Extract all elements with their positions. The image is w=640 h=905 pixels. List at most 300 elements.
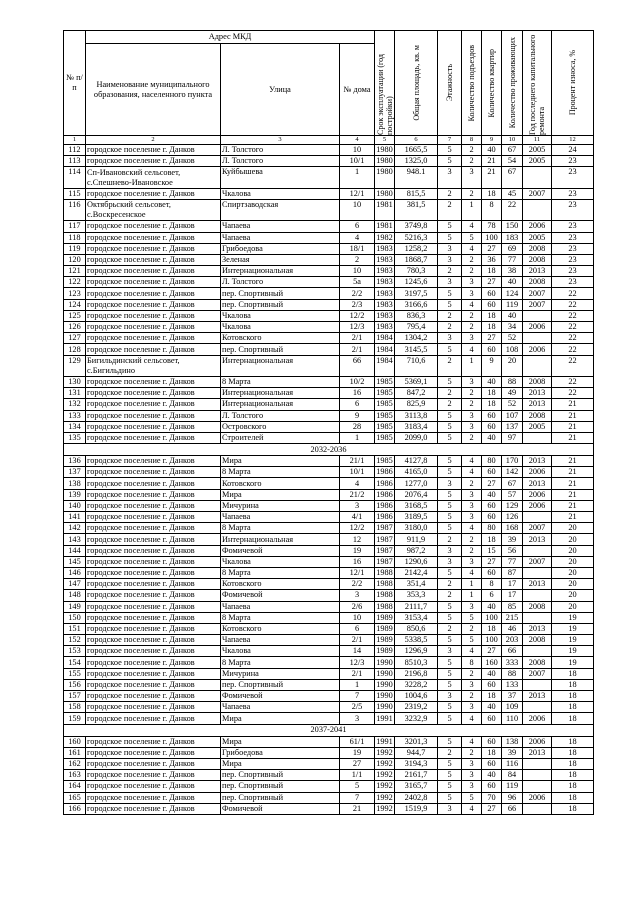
wear-cell: 19 xyxy=(552,657,594,668)
residents-cell: 57 xyxy=(502,489,523,500)
flats-cell: 18 xyxy=(482,399,502,410)
repair-year-cell: 2005 xyxy=(523,232,552,243)
municipality-cell: городское поселение г. Данков xyxy=(86,534,221,545)
year-cell: 1983 xyxy=(376,310,393,320)
street-cell: Зеленая xyxy=(221,254,340,265)
area-cell: 836,3 xyxy=(395,310,438,321)
street-cell: Чапаева xyxy=(221,221,340,232)
row-number: 145 xyxy=(64,556,86,567)
flats-cell: 27 xyxy=(482,803,502,814)
area-cell: 4127,8 xyxy=(395,456,438,467)
municipality-cell: Октябрьский сельсовет, с.Воскресенское xyxy=(86,199,221,220)
flats-cell: 60 xyxy=(482,781,502,792)
flats-cell: 60 xyxy=(482,758,502,769)
row-number: 121 xyxy=(64,266,86,277)
municipality-cell: городское поселение г. Данков xyxy=(86,781,221,792)
wear-cell: 20 xyxy=(552,523,594,534)
entrances-cell: 2 xyxy=(462,747,482,758)
house-cell: 5 xyxy=(340,781,375,792)
residents-cell: 66 xyxy=(502,646,523,657)
area-cell: 710,6 xyxy=(395,355,438,376)
table-row xyxy=(64,567,594,578)
table-row xyxy=(64,299,594,310)
house-cell: 1 xyxy=(340,167,375,188)
area-cell: 2402,8 xyxy=(395,792,438,803)
column-header-entrances: Количество подъездов xyxy=(462,31,482,136)
repair-year-cell: 2013 xyxy=(523,747,552,758)
repair-year-cell: 2013 xyxy=(523,388,552,399)
flats-cell: 18 xyxy=(482,310,502,321)
flats-cell: 18 xyxy=(482,188,502,199)
section-period-label: 2037-2041 xyxy=(64,724,594,736)
area-cell: 353,3 xyxy=(395,590,438,601)
street-cell: Куйбышева xyxy=(221,167,340,188)
repair-year-cell xyxy=(523,702,552,713)
row-number: 136 xyxy=(64,456,86,467)
residents-cell: 215 xyxy=(502,612,523,623)
area-cell: 8510,3 xyxy=(395,657,438,668)
repair-year-cell: 2007 xyxy=(523,523,552,534)
house-cell: 12/1 xyxy=(340,567,375,578)
row-number: 130 xyxy=(64,376,86,387)
entrances-cell: 4 xyxy=(462,713,482,724)
wear-cell: 21 xyxy=(552,410,594,421)
entrances-cell: 4 xyxy=(462,456,482,467)
column-number-row xyxy=(64,136,594,145)
floors-cell: 5 xyxy=(438,145,462,156)
row-number: 162 xyxy=(64,758,86,769)
area-cell: 3194,3 xyxy=(395,758,438,769)
row-number: 163 xyxy=(64,770,86,781)
house-cell: 10/1 xyxy=(340,467,375,478)
residents-cell: 54 xyxy=(502,156,523,167)
flats-cell: 80 xyxy=(482,456,502,467)
header-row-top xyxy=(64,31,594,44)
house-cell: 21/2 xyxy=(340,489,375,500)
entrances-cell: 1 xyxy=(462,199,482,220)
house-cell: 12/3 xyxy=(340,322,375,333)
repair-year-cell: 2006 xyxy=(523,500,552,511)
floors-cell: 5 xyxy=(438,467,462,478)
flats-cell: 18 xyxy=(482,322,502,333)
street-cell: Чкалова xyxy=(221,310,340,321)
municipality-cell: городское поселение г. Данков xyxy=(86,221,221,232)
flats-cell: 6 xyxy=(482,590,502,601)
year-cell: 1980 xyxy=(376,145,393,155)
table-row xyxy=(64,758,594,769)
residents-cell: 52 xyxy=(502,333,523,344)
municipality-cell: городское поселение г. Данков xyxy=(86,410,221,421)
table-row xyxy=(64,500,594,511)
residents-cell: 138 xyxy=(502,736,523,747)
street-cell: Интернациональная xyxy=(221,534,340,545)
floors-cell: 5 xyxy=(438,736,462,747)
column-number: 12 xyxy=(552,136,594,145)
column-number: 5 xyxy=(375,136,395,145)
entrances-cell: 5 xyxy=(462,612,482,623)
area-cell: 3180,0 xyxy=(395,523,438,534)
house-cell: 10 xyxy=(340,199,375,220)
wear-cell: 22 xyxy=(552,355,594,376)
row-number: 117 xyxy=(64,221,86,232)
year-cell: 1986 xyxy=(376,500,393,510)
flats-cell: 27 xyxy=(482,277,502,288)
wear-cell: 18 xyxy=(552,770,594,781)
table-row xyxy=(64,167,594,188)
residents-cell: 129 xyxy=(502,500,523,511)
column-number: 8 xyxy=(462,136,482,145)
column-header-municipality: Наименование муниципального образования, населенного пункта xyxy=(86,44,221,136)
area-cell: 4165,0 xyxy=(395,467,438,478)
row-number: 125 xyxy=(64,310,86,321)
house-cell: 1 xyxy=(340,679,375,690)
street-cell: пер. Спортивный xyxy=(221,781,340,792)
municipality-cell: городское поселение г. Данков xyxy=(86,266,221,277)
residents-cell: 137 xyxy=(502,421,523,432)
flats-cell: 8 xyxy=(482,579,502,590)
column-header-address-group: Адрес МКД xyxy=(86,31,375,44)
street-cell: Чапаева xyxy=(221,512,340,523)
floors-cell: 5 xyxy=(438,668,462,679)
flats-cell: 100 xyxy=(482,635,502,646)
row-number: 123 xyxy=(64,288,86,299)
area-cell: 3232,9 xyxy=(395,713,438,724)
year-cell: 1988 xyxy=(376,590,393,600)
table-row xyxy=(64,691,594,702)
floors-cell: 5 xyxy=(438,232,462,243)
street-cell: Чкалова xyxy=(221,188,340,199)
flats-cell: 21 xyxy=(482,156,502,167)
repair-year-cell: 2013 xyxy=(523,478,552,489)
entrances-cell: 2 xyxy=(462,254,482,265)
table-row xyxy=(64,266,594,277)
municipality-cell: городское поселение г. Данков xyxy=(86,188,221,199)
municipality-cell: городское поселение г. Данков xyxy=(86,770,221,781)
repair-year-cell: 2013 xyxy=(523,456,552,467)
house-cell: 1 xyxy=(340,432,375,443)
flats-cell: 27 xyxy=(482,556,502,567)
entrances-cell: 2 xyxy=(462,623,482,634)
table-row xyxy=(64,467,594,478)
table-row xyxy=(64,333,594,344)
entrances-cell: 3 xyxy=(462,489,482,500)
repair-year-cell xyxy=(523,310,552,321)
residents-cell: 107 xyxy=(502,410,523,421)
repair-year-cell: 2008 xyxy=(523,243,552,254)
municipality-cell: городское поселение г. Данков xyxy=(86,556,221,567)
residents-cell: 108 xyxy=(502,344,523,355)
flats-cell: 60 xyxy=(482,679,502,690)
area-cell: 1519,9 xyxy=(395,803,438,814)
municipality-cell: городское поселение г. Данков xyxy=(86,758,221,769)
table-row xyxy=(64,254,594,265)
wear-cell: 18 xyxy=(552,702,594,713)
row-number: 148 xyxy=(64,590,86,601)
table-row xyxy=(64,657,594,668)
floors-cell: 2 xyxy=(438,747,462,758)
repair-year-cell xyxy=(523,355,552,376)
entrances-cell: 2 xyxy=(462,388,482,399)
residents-cell: 119 xyxy=(502,781,523,792)
street-cell: Чкалова xyxy=(221,646,340,657)
flats-cell: 60 xyxy=(482,500,502,511)
municipality-cell: городское поселение г. Данков xyxy=(86,590,221,601)
entrances-cell: 4 xyxy=(462,523,482,534)
flats-cell: 40 xyxy=(482,376,502,387)
repair-year-cell: 2006 xyxy=(523,489,552,500)
table-row xyxy=(64,145,594,156)
entrances-cell: 3 xyxy=(462,702,482,713)
area-cell: 1325,0 xyxy=(395,156,438,167)
year-cell: 1990 xyxy=(376,691,393,701)
column-header-residents: Количество проживающих xyxy=(502,31,523,136)
wear-cell: 22 xyxy=(552,322,594,333)
repair-year-cell: 2013 xyxy=(523,623,552,634)
floors-cell: 5 xyxy=(438,221,462,232)
floors-cell: 2 xyxy=(438,199,462,220)
street-cell: Мичурина xyxy=(221,500,340,511)
house-cell: 10/2 xyxy=(340,376,375,387)
entrances-cell: 2 xyxy=(462,432,482,443)
table-row xyxy=(64,355,594,376)
residents-cell: 67 xyxy=(502,478,523,489)
entrances-cell: 4 xyxy=(462,567,482,578)
year-cell: 1986 xyxy=(376,467,393,477)
repair-year-cell: 2006 xyxy=(523,467,552,478)
area-cell: 3166,6 xyxy=(395,299,438,310)
municipality-cell: городское поселение г. Данков xyxy=(86,512,221,523)
entrances-cell: 4 xyxy=(462,736,482,747)
entrances-cell: 3 xyxy=(462,333,482,344)
year-cell: 1985 xyxy=(376,377,393,387)
repair-year-cell: 2013 xyxy=(523,266,552,277)
wear-cell: 21 xyxy=(552,421,594,432)
street-cell: Фомичевой xyxy=(221,691,340,702)
area-cell: 2076,4 xyxy=(395,489,438,500)
entrances-cell: 3 xyxy=(462,556,482,567)
flats-cell: 27 xyxy=(482,478,502,489)
area-cell: 780,3 xyxy=(395,266,438,277)
wear-cell: 18 xyxy=(552,747,594,758)
residents-cell: 119 xyxy=(502,299,523,310)
floors-cell: 3 xyxy=(438,167,462,188)
street-cell: Л. Толстого xyxy=(221,410,340,421)
municipality-cell: городское поселение г. Данков xyxy=(86,333,221,344)
residents-cell: 203 xyxy=(502,635,523,646)
repair-year-cell: 2008 xyxy=(523,410,552,421)
flats-cell: 18 xyxy=(482,388,502,399)
street-cell: Котовского xyxy=(221,333,340,344)
repair-year-cell xyxy=(523,199,552,220)
street-cell: 8 Марта xyxy=(221,657,340,668)
area-cell: 3168,5 xyxy=(395,500,438,511)
row-number: 165 xyxy=(64,792,86,803)
municipality-cell: городское поселение г. Данков xyxy=(86,736,221,747)
row-number: 153 xyxy=(64,646,86,657)
wear-cell: 21 xyxy=(552,489,594,500)
residents-cell: 66 xyxy=(502,803,523,814)
row-number: 119 xyxy=(64,243,86,254)
residents-cell: 40 xyxy=(502,277,523,288)
row-number: 142 xyxy=(64,523,86,534)
wear-cell: 22 xyxy=(552,333,594,344)
flats-cell: 70 xyxy=(482,792,502,803)
floors-cell: 5 xyxy=(438,702,462,713)
floors-cell: 5 xyxy=(438,679,462,690)
street-cell: Мичурина xyxy=(221,668,340,679)
floors-cell: 2 xyxy=(438,534,462,545)
entrances-cell: 3 xyxy=(462,770,482,781)
wear-cell: 20 xyxy=(552,579,594,590)
municipality-cell: городское поселение г. Данков xyxy=(86,299,221,310)
municipality-cell: городское поселение г. Данков xyxy=(86,713,221,724)
street-cell: 8 Марта xyxy=(221,567,340,578)
house-cell: 12 xyxy=(340,534,375,545)
floors-cell: 3 xyxy=(438,545,462,556)
street-cell: 8 Марта xyxy=(221,523,340,534)
flats-cell: 60 xyxy=(482,567,502,578)
entrances-cell: 3 xyxy=(462,781,482,792)
row-number: 114 xyxy=(64,167,86,188)
wear-cell: 23 xyxy=(552,232,594,243)
municipality-cell: городское поселение г. Данков xyxy=(86,456,221,467)
street-cell: 8 Марта xyxy=(221,376,340,387)
repair-year-cell xyxy=(523,781,552,792)
street-cell: Интернациональная xyxy=(221,399,340,410)
entrances-cell: 2 xyxy=(462,310,482,321)
row-number: 134 xyxy=(64,421,86,432)
flats-cell: 78 xyxy=(482,221,502,232)
flats-cell: 15 xyxy=(482,545,502,556)
section-period-row xyxy=(64,724,594,736)
year-cell: 1988 xyxy=(376,601,393,611)
row-number: 141 xyxy=(64,512,86,523)
flats-cell: 36 xyxy=(482,254,502,265)
floors-cell: 3 xyxy=(438,254,462,265)
table-row xyxy=(64,322,594,333)
row-number: 126 xyxy=(64,322,86,333)
flats-cell: 8 xyxy=(482,199,502,220)
column-number: 3 xyxy=(221,136,340,145)
street-cell: Чкалова xyxy=(221,322,340,333)
flats-cell: 18 xyxy=(482,747,502,758)
table-row xyxy=(64,456,594,467)
flats-cell: 80 xyxy=(482,523,502,534)
flats-cell: 21 xyxy=(482,167,502,188)
residents-cell: 67 xyxy=(502,145,523,156)
area-cell: 2196,8 xyxy=(395,668,438,679)
year-cell: 1989 xyxy=(376,624,393,634)
wear-cell: 23 xyxy=(552,266,594,277)
house-cell: 12/2 xyxy=(340,523,375,534)
residents-cell: 22 xyxy=(502,199,523,220)
floors-cell: 2 xyxy=(438,388,462,399)
residents-cell: 17 xyxy=(502,590,523,601)
municipality-cell: городское поселение г. Данков xyxy=(86,579,221,590)
section-period-row xyxy=(64,444,594,456)
row-number: 139 xyxy=(64,489,86,500)
house-cell: 2/2 xyxy=(340,579,375,590)
house-cell: 3 xyxy=(340,500,375,511)
area-cell: 3189,5 xyxy=(395,512,438,523)
floors-cell: 2 xyxy=(438,590,462,601)
flats-cell: 40 xyxy=(482,432,502,443)
row-number: 115 xyxy=(64,188,86,199)
floors-cell: 5 xyxy=(438,288,462,299)
floors-cell: 5 xyxy=(438,758,462,769)
floors-cell: 5 xyxy=(438,657,462,668)
house-cell: 19 xyxy=(340,747,375,758)
year-cell: 1989 xyxy=(376,612,393,622)
column-number: 2 xyxy=(86,136,221,145)
entrances-cell: 2 xyxy=(462,691,482,702)
entrances-cell: 4 xyxy=(462,344,482,355)
house-cell: 9 xyxy=(340,410,375,421)
area-cell: 944,7 xyxy=(395,747,438,758)
wear-cell: 21 xyxy=(552,456,594,467)
floors-cell: 5 xyxy=(438,792,462,803)
street-cell: Спиртзаводская xyxy=(221,199,340,220)
row-number: 149 xyxy=(64,601,86,612)
repair-year-cell xyxy=(523,545,552,556)
street-cell: Чкалова xyxy=(221,556,340,567)
repair-year-cell: 2008 xyxy=(523,635,552,646)
wear-cell: 23 xyxy=(552,243,594,254)
column-number: 11 xyxy=(523,136,552,145)
flats-cell: 40 xyxy=(482,601,502,612)
wear-cell: 22 xyxy=(552,388,594,399)
flats-cell: 18 xyxy=(482,534,502,545)
year-cell: 1989 xyxy=(376,646,393,656)
column-header-year: Срок эксплуатации (год постройки) xyxy=(375,31,395,136)
area-cell: 3201,3 xyxy=(395,736,438,747)
house-cell: 61/1 xyxy=(340,736,375,747)
year-cell: 1983 xyxy=(376,288,393,298)
municipality-cell: городское поселение г. Данков xyxy=(86,432,221,443)
repair-year-cell: 2006 xyxy=(523,713,552,724)
municipality-cell: городское поселение г. Данков xyxy=(86,388,221,399)
repair-year-cell xyxy=(523,612,552,623)
wear-cell: 18 xyxy=(552,781,594,792)
year-cell: 1984 xyxy=(376,333,393,343)
row-number: 128 xyxy=(64,344,86,355)
year-cell: 1985 xyxy=(376,433,393,443)
house-cell: 4 xyxy=(340,232,375,243)
year-cell: 1990 xyxy=(376,668,393,678)
table-row xyxy=(64,388,594,399)
floors-cell: 3 xyxy=(438,556,462,567)
row-number: 120 xyxy=(64,254,86,265)
municipality-cell: городское поселение г. Данков xyxy=(86,322,221,333)
column-header-number: № п/п xyxy=(64,31,86,136)
street-cell: пер. Спортивный xyxy=(221,344,340,355)
residents-cell: 39 xyxy=(502,534,523,545)
street-cell: Мира xyxy=(221,456,340,467)
residents-cell: 333 xyxy=(502,657,523,668)
wear-cell: 20 xyxy=(552,534,594,545)
entrances-cell: 3 xyxy=(462,500,482,511)
row-number: 118 xyxy=(64,232,86,243)
wear-cell: 22 xyxy=(552,344,594,355)
street-cell: Котовского xyxy=(221,579,340,590)
municipality-cell: городское поселение г. Данков xyxy=(86,500,221,511)
table-row xyxy=(64,199,594,220)
municipality-cell: городское поселение г. Данков xyxy=(86,545,221,556)
flats-cell: 40 xyxy=(482,145,502,156)
residents-cell: 97 xyxy=(502,432,523,443)
residents-cell: 40 xyxy=(502,310,523,321)
year-cell: 1992 xyxy=(376,747,393,757)
